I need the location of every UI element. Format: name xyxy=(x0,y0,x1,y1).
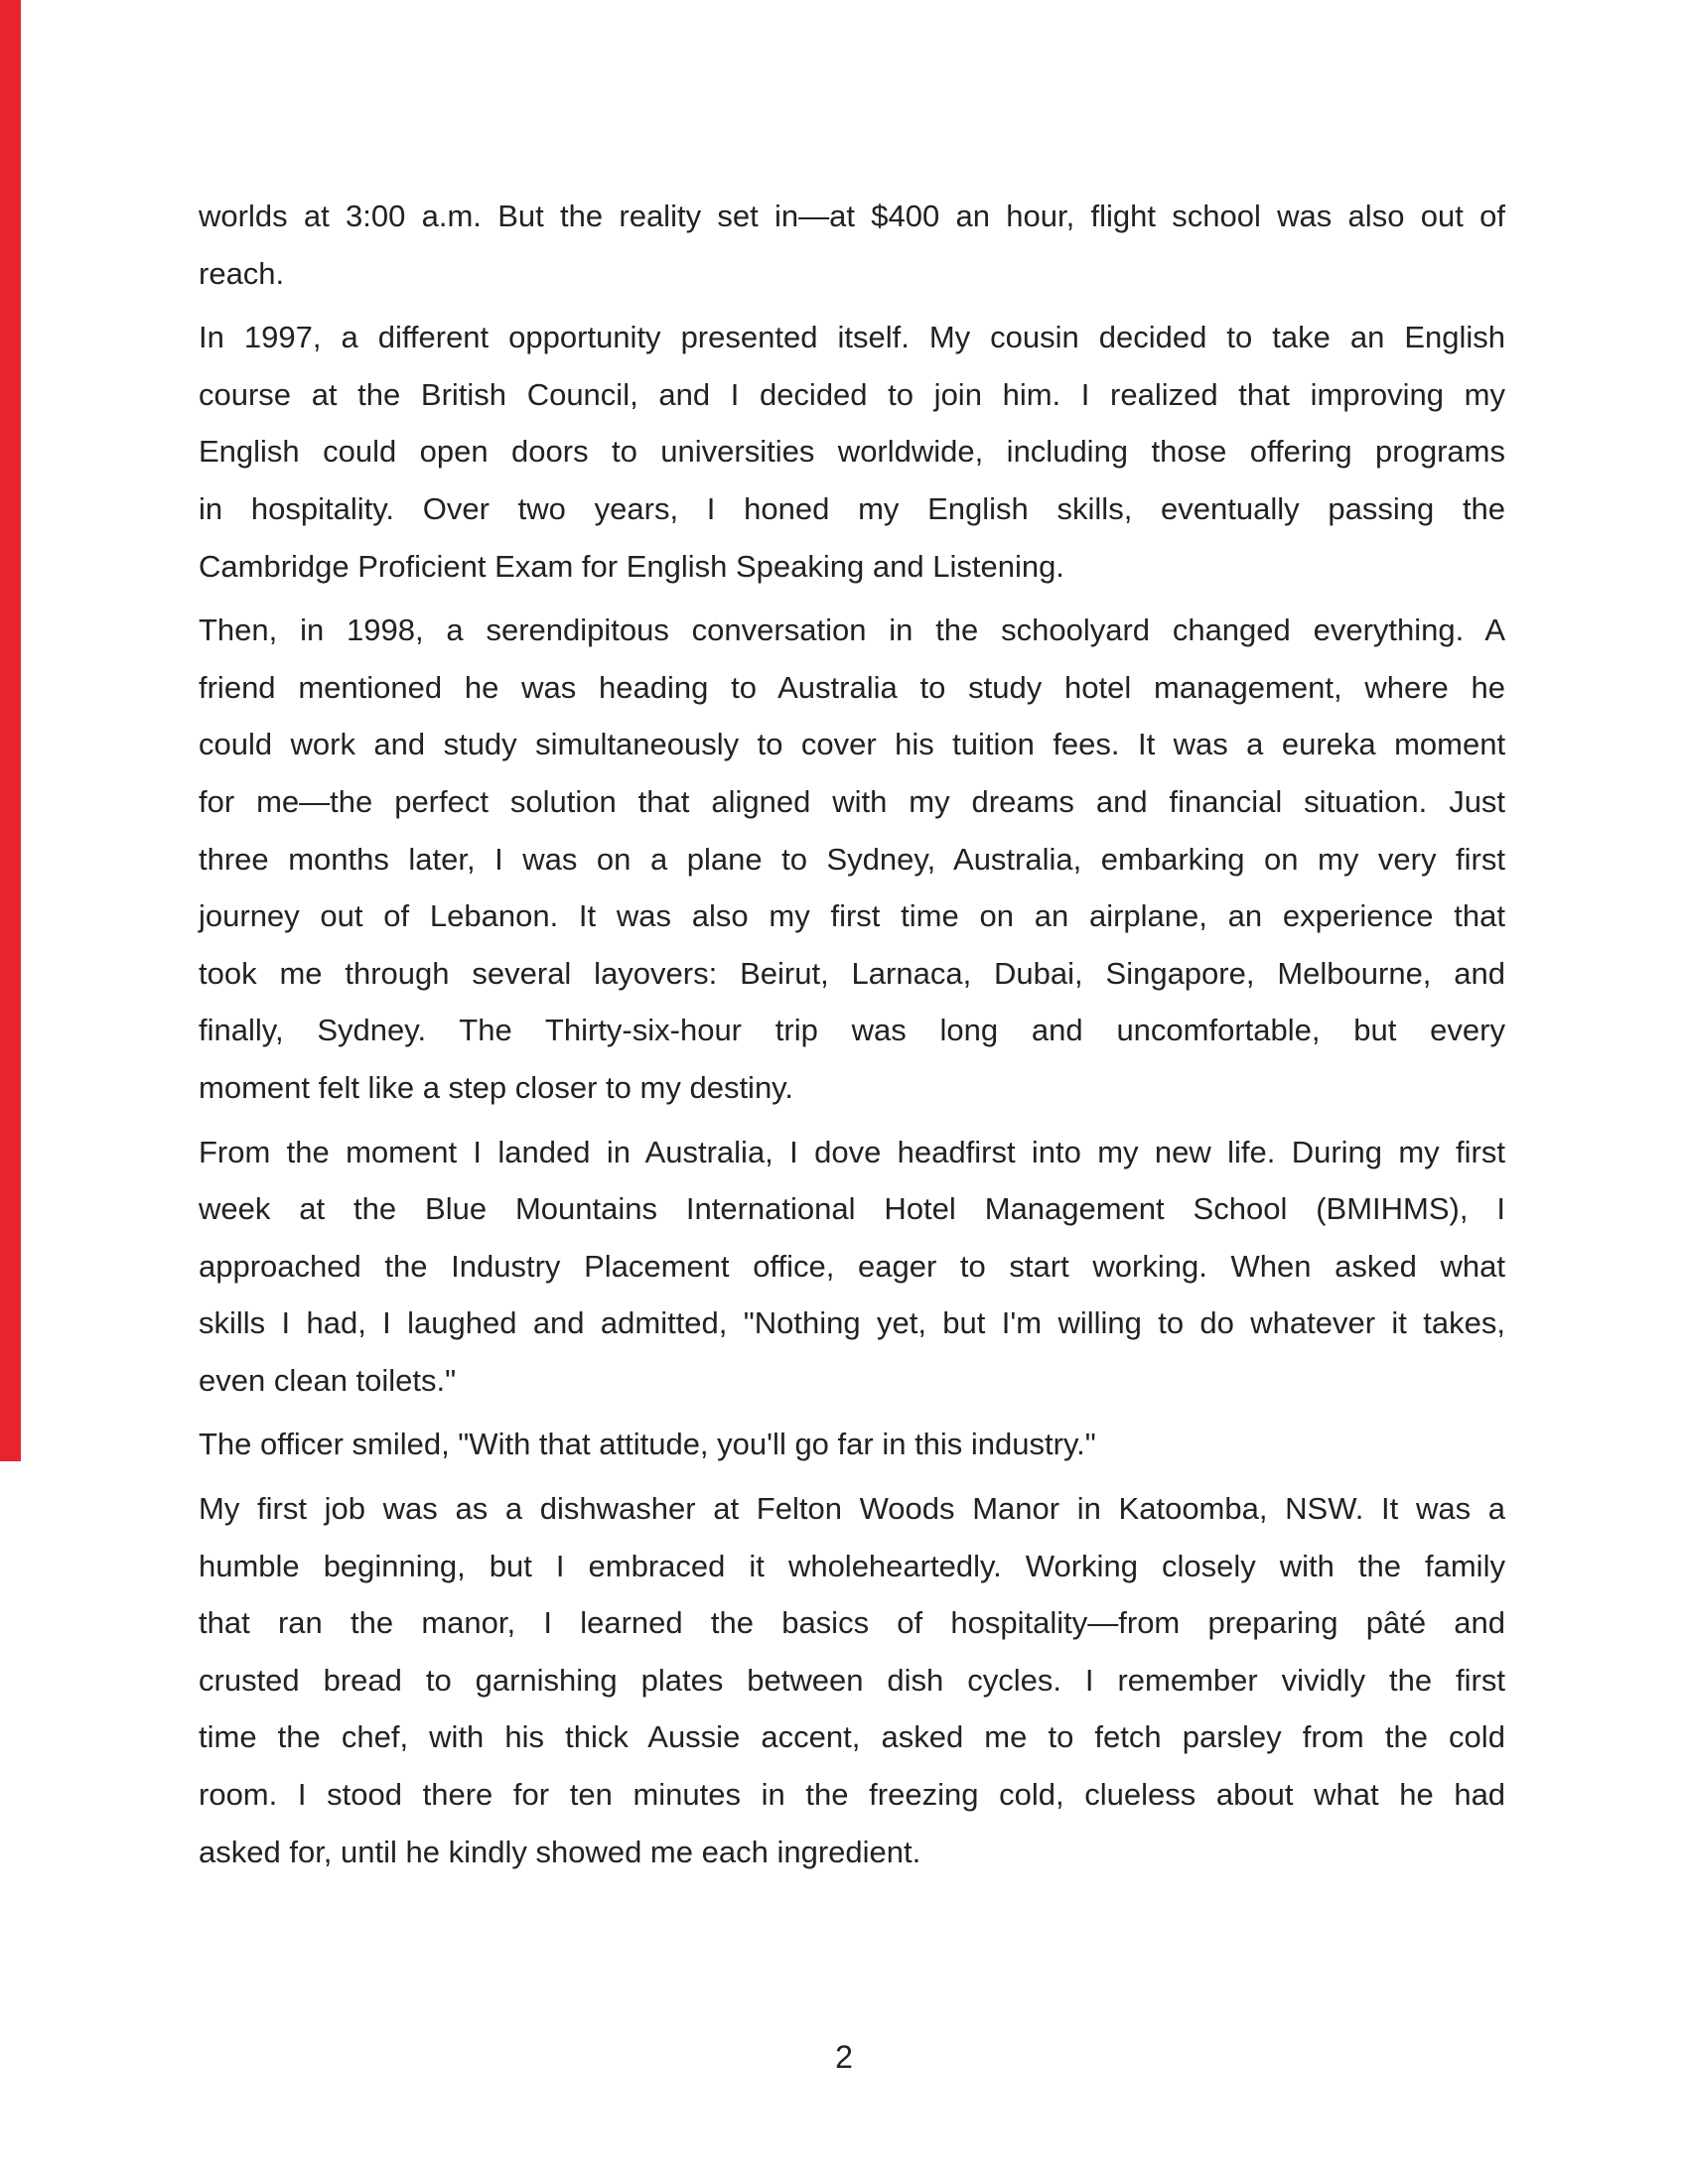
text-line-content: reach. xyxy=(199,255,285,291)
text-line-content: humble beginning, but I embraced it wholeheartedly. Working closely with the family xyxy=(199,1548,1505,1583)
text-line-content: week at the Blue Mountains International Hotel Management School (BMIHMS), I xyxy=(199,1191,1506,1227)
text-line-content: worlds at 3:00 a.m. But the reality set in—at $400 an hour, flight school was also out of xyxy=(199,199,1505,233)
paragraph xyxy=(199,1416,1505,1473)
text-line-content: three months later, I was on a plane to Sydney, Australia, embarking on my very first xyxy=(199,841,1505,877)
text-line-content: friend mentioned he was heading to Australia to study hotel management, where he xyxy=(199,669,1506,705)
text-line xyxy=(199,945,1505,1003)
text-line xyxy=(199,480,1505,538)
text-line xyxy=(199,887,1505,945)
text-line-content: took me through several layovers: Beirut, Larnaca, Dubai, Singapore, Melbourne, and xyxy=(199,955,1506,991)
text-line-content: even clean toilets." xyxy=(199,1362,457,1398)
text-line xyxy=(199,1059,1505,1117)
text-line-content: The officer smiled, "With that attitude, you'll go far in this industry." xyxy=(199,1427,1096,1462)
text-line xyxy=(199,1652,1505,1709)
text-line-content: moment felt like a step closer to my destiny. xyxy=(199,1069,793,1105)
text-line xyxy=(199,1766,1505,1824)
text-line xyxy=(199,1352,1505,1410)
text-line xyxy=(199,309,1505,366)
text-line-content: English could open doors to universities worldwide, including those offering programs xyxy=(199,434,1505,470)
text-line xyxy=(199,716,1505,773)
text-line-content: Then, in 1998, a serendipitous conversation in the schoolyard changed everything. A xyxy=(199,613,1506,648)
text-line-content: In 1997, a different opportunity presented itself. My cousin decided to take an English xyxy=(199,320,1506,355)
text-line-content: course at the British Council, and I decided to join him. I realized that improving my xyxy=(199,376,1505,412)
page-number: 2 xyxy=(835,2039,853,2075)
text-line xyxy=(199,659,1505,717)
text-line xyxy=(199,1124,1505,1181)
text-line-content: finally, Sydney. The Thirty-six-hour trip was long and uncomfortable, but every xyxy=(199,1013,1505,1048)
paragraph xyxy=(199,602,1505,1116)
text-line-content: for me—the perfect solution that aligned with my dreams and financial situation. Just xyxy=(199,783,1506,819)
text-line-content: crusted bread to garnishing plates between dish cycles. I remember vividly the first xyxy=(199,1662,1505,1698)
text-line-content: asked for, until he kindly showed me each ingredient. xyxy=(199,1834,921,1869)
paragraph xyxy=(199,1480,1505,1880)
text-line-content: skills I had, I laughed and admitted, "Nothing yet, but I'm willing to do whatever it takes, xyxy=(199,1305,1505,1341)
text-line xyxy=(199,1708,1505,1766)
text-line xyxy=(199,1002,1505,1059)
text-line-content: approached the Industry Placement office, eager to start working. When asked what xyxy=(199,1248,1505,1284)
text-line xyxy=(199,773,1505,831)
text-line xyxy=(199,1238,1505,1296)
paragraph xyxy=(199,1124,1505,1410)
text-line xyxy=(199,1480,1505,1538)
paragraph xyxy=(199,309,1505,595)
text-line-content: time the chef, with his thick Aussie accent, asked me to fetch parsley from the cold xyxy=(199,1719,1505,1755)
text-line xyxy=(199,188,1505,245)
paragraph xyxy=(199,188,1505,302)
text-line-content: that ran the manor, I learned the basics of hospitality—from preparing pâté and xyxy=(199,1605,1506,1641)
text-line-content: Cambridge Proficient Exam for English Speaking and Listening. xyxy=(199,548,1064,584)
text-line xyxy=(199,602,1505,659)
red-edge-stripe xyxy=(0,0,21,1461)
text-line xyxy=(199,1538,1505,1595)
text-line xyxy=(199,1295,1505,1352)
text-line-content: could work and study simultaneously to cover his tuition fees. It was a eureka moment xyxy=(199,727,1506,762)
text-line xyxy=(199,245,1505,303)
text-line-content: in hospitality. Over two years, I honed my English skills, eventually passing the xyxy=(199,490,1506,526)
text-line-content: room. I stood there for ten minutes in the freezing cold, clueless about what he had xyxy=(199,1777,1506,1813)
body-text xyxy=(199,188,1505,1887)
text-line xyxy=(199,1594,1505,1652)
text-line-content: From the moment I landed in Australia, I dove headfirst into my new life. During my first xyxy=(199,1134,1505,1169)
text-line-content: journey out of Lebanon. It was also my first time on an airplane, an experience that xyxy=(199,898,1505,934)
text-line xyxy=(199,538,1505,596)
text-line xyxy=(199,831,1505,888)
text-line-content: My first job was as a dishwasher at Felton Woods Manor in Katoomba, NSW. It was a xyxy=(199,1491,1505,1527)
text-line xyxy=(199,1180,1505,1238)
text-line xyxy=(199,423,1505,480)
text-line xyxy=(199,1416,1505,1473)
text-line xyxy=(199,366,1505,424)
text-line xyxy=(199,1824,1505,1881)
